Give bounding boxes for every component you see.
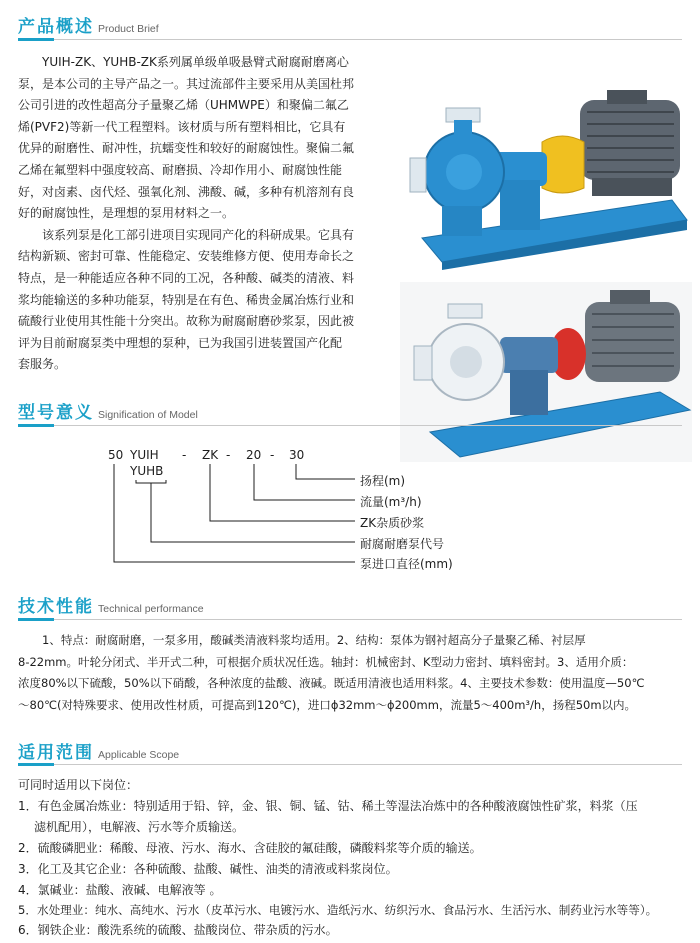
overview-title: 产品概述 xyxy=(18,17,94,37)
model-code-zk: ZK xyxy=(202,448,219,462)
overview-line: 好，对卤素、卤代烃、强氧化剂、沸酸、碱，多种有机溶剂有良 xyxy=(18,184,355,199)
model-code-yuhb: YUHB xyxy=(130,464,164,478)
scope-heading xyxy=(18,738,179,762)
scope-item: 6．钢铁企业：酸洗系统的硫酸、盐酸岗位、带杂质的污水。 xyxy=(18,923,338,937)
model-code-yuih: YUIH xyxy=(130,448,159,462)
tech-line: 浓度80%以下硫酸，50%以下硝酸，各种浓度的盐酸、液碱。既适用清液也适用料浆。4、主要技术参数：使用温度—50℃ xyxy=(18,676,645,690)
overview-line: 好的耐腐蚀性，是理想的泵用材料之一。 xyxy=(18,206,235,221)
overview-subtitle: Product Brief xyxy=(98,23,159,35)
model-title: 型号意义 xyxy=(18,403,94,423)
model-label-head: 扬程(m) xyxy=(360,474,406,488)
model-label-flow: 流量(m³/h) xyxy=(360,495,422,509)
overview-rule xyxy=(18,39,682,40)
pump-photo-bottom xyxy=(400,282,692,462)
overview-line: 浆均能输送的多种功能泵，特别是在有色、稀贵金属冶炼行业和 xyxy=(18,292,355,307)
tech-subtitle: Technical performance xyxy=(98,603,204,615)
model-subtitle: Signification of Model xyxy=(98,409,198,421)
overview-line: 烯(PVF2)等新一代工程塑料。该材质与所有塑料相比，它具有 xyxy=(18,119,346,134)
scope-intro: 可同时适用以下岗位： xyxy=(18,778,139,792)
tech-text xyxy=(18,630,686,716)
scope-item: 5．水处理业：纯水、高纯水、污水（皮革污水、电镀污水、造纸污水、纺织污水、食品污水、生活污水、制药业污水等等）。 xyxy=(18,903,658,917)
pump-photo-top xyxy=(402,70,692,270)
overview-line: 特点，是一种能适应各种不同的工况，各种酸、碱类的清液、料 xyxy=(18,270,355,285)
overview-line: 优异的耐磨性、耐冲性，抗蠕变性和较好的耐腐蚀性。聚偏二氟 xyxy=(18,141,355,156)
scope-item: 4．氯碱业：盐酸、液碱、电解液等 。 xyxy=(18,883,222,897)
overview-line: 评为目前耐腐泵类中理想的泵种，已为我国引进装置国产化配 xyxy=(18,335,343,350)
tech-line: 8-22mm。叶轮分闭式、半开式二种，可根据介质状况任选。轴封：机械密封、K型动力密封、填料密封。3、适用介质： xyxy=(18,654,634,669)
model-code-head: 30 xyxy=(289,448,305,462)
model-heading xyxy=(18,398,198,422)
scope-item: 2．硫酸磷肥业：稀酸、母液、污水、海水、含硅胶的氟硅酸，磷酸料浆等介质的输送。 xyxy=(18,841,482,855)
model-diagram xyxy=(100,438,520,578)
overview-line: 乙烯在氟塑料中强度较高、耐磨损、冷却作用小、耐腐蚀性能 xyxy=(18,162,343,177)
overview-line: 该系列泵是化工部引进项目实现同产化的科研成果。它具有 xyxy=(42,227,355,242)
model-code-dash: - xyxy=(182,448,187,462)
overview-line: YUIH-ZK、YUHB-ZK系列属单级单吸悬臂式耐腐耐磨离心 xyxy=(42,55,349,69)
overview-text xyxy=(18,52,394,376)
model-label-diameter: 泵进口直径(mm) xyxy=(360,557,453,571)
model-label-zk: ZK杂质砂浆 xyxy=(360,516,425,530)
scope-item: 滤机配用），电解液、污水等介质输送。 xyxy=(34,820,245,834)
tech-heading xyxy=(18,592,204,616)
overview-line: 硫酸行业使用其性能十分突出。故称为耐腐耐磨砂浆泵，因此被 xyxy=(18,314,355,329)
model-connector-lines xyxy=(100,438,360,578)
overview-heading xyxy=(18,12,159,36)
tech-title: 技术性能 xyxy=(18,597,94,617)
model-code-dash: - xyxy=(226,448,231,462)
scope-title: 适用范围 xyxy=(18,743,94,763)
tech-line: ～80℃(对特殊要求、使用改性材质，可提高到120℃)，进口ϕ32mm～ϕ200mm，流量5～400m³/h，扬程50m以内。 xyxy=(18,697,637,712)
overview-line: 泵，是本公司的主导产品之一。其过流部件主要采用从美国杜邦 xyxy=(18,76,355,91)
overview-line: 公司引进的改性超高分子量聚乙烯（UHMWPE）和聚偏二氟乙 xyxy=(18,98,349,113)
model-code-flow: 20 xyxy=(246,448,262,462)
scope-item: 1．有色金属冶炼业：特别适用于铅、锌，金、银、铜、锰、钴、稀土等湿法冶炼中的各种酸液腐蚀性矿浆，料浆（压 xyxy=(18,799,638,813)
model-label-code: 耐腐耐磨泵代号 xyxy=(360,537,445,551)
scope-subtitle: Applicable Scope xyxy=(98,749,180,761)
model-code-dash: - xyxy=(270,448,275,462)
scope-rule xyxy=(18,764,682,765)
tech-line: 1、特点：耐腐耐磨，一泵多用，酸碱类清液料浆均适用。2、结构：泵体为钢衬超高分子量聚乙稀、衬层厚 xyxy=(42,633,586,647)
model-rule xyxy=(18,425,682,426)
model-code-diameter: 50 xyxy=(108,448,124,462)
overview-line: 结构新颖、密封可靠、性能稳定、安装维修方便、使用寿命长之 xyxy=(18,249,355,264)
scope-item: 3．化工及其它企业：各种硫酸、盐酸、碱性、油类的清液或料浆岗位。 xyxy=(18,862,398,876)
overview-line: 套服务。 xyxy=(18,357,67,372)
tech-rule xyxy=(18,619,682,620)
